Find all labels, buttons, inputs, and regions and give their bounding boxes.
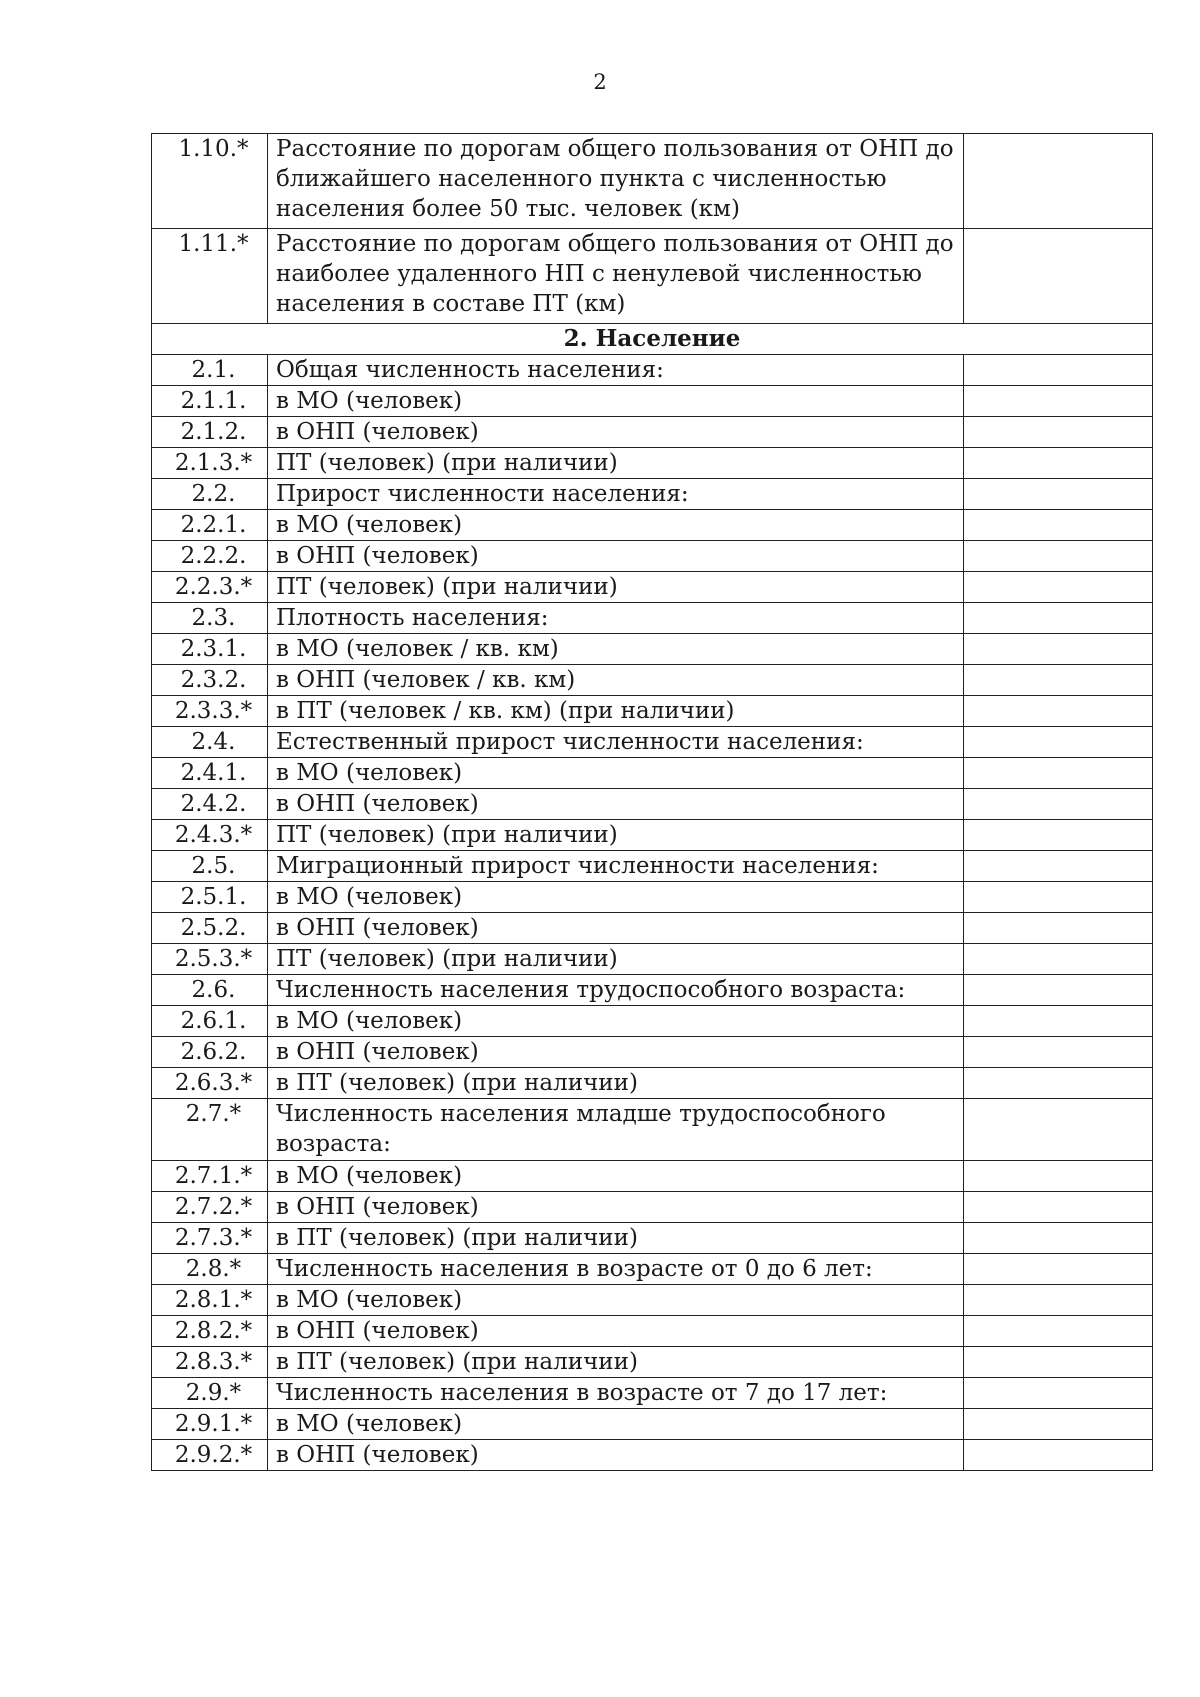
table-row xyxy=(152,417,1153,448)
item-value-cell[interactable] xyxy=(964,820,1153,851)
item-value-cell[interactable] xyxy=(964,696,1153,727)
indicator-table xyxy=(151,133,1153,1471)
table-row xyxy=(152,1440,1153,1471)
table-row xyxy=(152,1378,1153,1409)
item-value-cell[interactable] xyxy=(964,1006,1153,1037)
item-label: в ПТ (человек / кв. км) (при наличии) xyxy=(268,696,964,727)
table-row xyxy=(152,448,1153,479)
item-label: в МО (человек) xyxy=(268,510,964,541)
item-value-cell[interactable] xyxy=(964,510,1153,541)
item-number: 2.8.2.* xyxy=(152,1316,268,1347)
table-row xyxy=(152,1068,1153,1099)
table-row xyxy=(152,851,1153,882)
item-label: в ОНП (человек) xyxy=(268,417,964,448)
table-row xyxy=(152,727,1153,758)
item-number: 2.4. xyxy=(152,727,268,758)
item-number: 2.7.2.* xyxy=(152,1192,268,1223)
item-value-cell[interactable] xyxy=(964,851,1153,882)
item-number: 2.4.1. xyxy=(152,758,268,789)
table-row xyxy=(152,1223,1153,1254)
item-number: 2.7.1.* xyxy=(152,1161,268,1192)
item-number: 2.9.2.* xyxy=(152,1440,268,1471)
item-number: 2.3.2. xyxy=(152,665,268,696)
item-label: в МО (человек) xyxy=(268,1006,964,1037)
table-row xyxy=(152,1285,1153,1316)
item-value-cell[interactable] xyxy=(964,975,1153,1006)
item-value-cell[interactable] xyxy=(964,944,1153,975)
table-row xyxy=(152,572,1153,603)
item-value-cell[interactable] xyxy=(964,1223,1153,1254)
item-label: в ОНП (человек / кв. км) xyxy=(268,665,964,696)
item-label: в ОНП (человек) xyxy=(268,1316,964,1347)
item-label: Численность населения трудоспособного возраста: xyxy=(268,975,964,1006)
table-row xyxy=(152,789,1153,820)
item-number: 2.5. xyxy=(152,851,268,882)
item-value-cell[interactable] xyxy=(964,1285,1153,1316)
table-row xyxy=(152,975,1153,1006)
table-row xyxy=(152,1409,1153,1440)
item-value-cell[interactable] xyxy=(964,1378,1153,1409)
table-row xyxy=(152,386,1153,417)
item-label: в ПТ (человек) (при наличии) xyxy=(268,1223,964,1254)
item-label: в МО (человек) xyxy=(268,758,964,789)
table-row xyxy=(152,1006,1153,1037)
table-row xyxy=(152,882,1153,913)
item-number: 2.6.3.* xyxy=(152,1068,268,1099)
table-row xyxy=(152,1254,1153,1285)
item-value-cell[interactable] xyxy=(964,229,1153,324)
item-label: ПТ (человек) (при наличии) xyxy=(268,572,964,603)
table-row xyxy=(152,134,1153,229)
item-label: в МО (человек) xyxy=(268,882,964,913)
item-label: в ОНП (человек) xyxy=(268,913,964,944)
item-number: 2.3.1. xyxy=(152,634,268,665)
table-row xyxy=(152,1192,1153,1223)
item-number: 2.4.3.* xyxy=(152,820,268,851)
item-number: 2.5.3.* xyxy=(152,944,268,975)
table-row xyxy=(152,510,1153,541)
item-value-cell[interactable] xyxy=(964,758,1153,789)
item-value-cell[interactable] xyxy=(964,479,1153,510)
item-number: 2.8.3.* xyxy=(152,1347,268,1378)
item-number: 2.9.1.* xyxy=(152,1409,268,1440)
item-number: 2.7.3.* xyxy=(152,1223,268,1254)
table-row xyxy=(152,820,1153,851)
item-label: Расстояние по дорогам общего пользования от ОНП до наиболее удаленного НП с ненулевой численностью населения в составе ПТ (км) xyxy=(268,229,964,324)
table-row xyxy=(152,1099,1153,1161)
item-value-cell[interactable] xyxy=(964,386,1153,417)
item-label: ПТ (человек) (при наличии) xyxy=(268,944,964,975)
item-value-cell[interactable] xyxy=(964,603,1153,634)
item-label: в МО (человек) xyxy=(268,1161,964,1192)
item-number: 2.1. xyxy=(152,355,268,386)
item-label: в ОНП (человек) xyxy=(268,1440,964,1471)
item-label: в ОНП (человек) xyxy=(268,789,964,820)
item-label: Естественный прирост численности населения: xyxy=(268,727,964,758)
item-number: 2.4.2. xyxy=(152,789,268,820)
item-number: 2.2.3.* xyxy=(152,572,268,603)
table-row xyxy=(152,355,1153,386)
table-row xyxy=(152,913,1153,944)
item-label: Численность населения младше трудоспособного возраста: xyxy=(268,1099,964,1161)
item-label: Численность населения в возрасте от 7 до 17 лет: xyxy=(268,1378,964,1409)
item-number: 2.3.3.* xyxy=(152,696,268,727)
item-value-cell[interactable] xyxy=(964,789,1153,820)
item-number: 2.7.* xyxy=(152,1099,268,1161)
item-value-cell[interactable] xyxy=(964,1409,1153,1440)
item-label: в МО (человек / кв. км) xyxy=(268,634,964,665)
item-label: в ПТ (человек) (при наличии) xyxy=(268,1068,964,1099)
table-row xyxy=(152,665,1153,696)
table-row xyxy=(152,229,1153,324)
item-value-cell[interactable] xyxy=(964,1068,1153,1099)
item-number: 2.1.2. xyxy=(152,417,268,448)
item-value-cell[interactable] xyxy=(964,1440,1153,1471)
item-label: Расстояние по дорогам общего пользования от ОНП до ближайшего населенного пункта с численностью населения более 50 тыс. человек (км) xyxy=(268,134,964,229)
item-label: в ОНП (человек) xyxy=(268,541,964,572)
item-number: 2.6. xyxy=(152,975,268,1006)
item-value-cell[interactable] xyxy=(964,1037,1153,1068)
table-row xyxy=(152,1037,1153,1068)
item-value-cell[interactable] xyxy=(964,134,1153,229)
table-row xyxy=(152,1347,1153,1378)
item-number: 2.8.1.* xyxy=(152,1285,268,1316)
item-value-cell[interactable] xyxy=(964,572,1153,603)
item-number: 2.8.* xyxy=(152,1254,268,1285)
section-title: 2. Население xyxy=(152,324,1153,355)
item-label: в МО (человек) xyxy=(268,1285,964,1316)
item-label: в ОНП (человек) xyxy=(268,1037,964,1068)
item-label: Общая численность населения: xyxy=(268,355,964,386)
item-label: Миграционный прирост численности населения: xyxy=(268,851,964,882)
item-label: Плотность населения: xyxy=(268,603,964,634)
item-value-cell[interactable] xyxy=(964,448,1153,479)
item-number: 2.9.* xyxy=(152,1378,268,1409)
item-value-cell[interactable] xyxy=(964,541,1153,572)
item-number: 2.1.1. xyxy=(152,386,268,417)
item-value-cell[interactable] xyxy=(964,727,1153,758)
table-row xyxy=(152,634,1153,665)
item-value-cell[interactable] xyxy=(964,634,1153,665)
item-number: 2.3. xyxy=(152,603,268,634)
item-number: 2.1.3.* xyxy=(152,448,268,479)
item-label: Прирост численности населения: xyxy=(268,479,964,510)
item-label: в МО (человек) xyxy=(268,386,964,417)
page-number: 2 xyxy=(593,70,607,94)
item-number: 2.2.1. xyxy=(152,510,268,541)
item-value-cell[interactable] xyxy=(964,1347,1153,1378)
item-value-cell[interactable] xyxy=(964,1254,1153,1285)
table-row xyxy=(152,1316,1153,1347)
item-value-cell[interactable] xyxy=(964,417,1153,448)
item-number: 1.11.* xyxy=(152,229,268,324)
table-row xyxy=(152,696,1153,727)
item-label: ПТ (человек) (при наличии) xyxy=(268,448,964,479)
item-label: Численность населения в возрасте от 0 до 6 лет: xyxy=(268,1254,964,1285)
table-row xyxy=(152,541,1153,572)
section-header-row xyxy=(152,324,1153,355)
table-row xyxy=(152,1161,1153,1192)
item-value-cell[interactable] xyxy=(964,1161,1153,1192)
table-row xyxy=(152,758,1153,789)
table-row xyxy=(152,603,1153,634)
item-label: ПТ (человек) (при наличии) xyxy=(268,820,964,851)
item-label: в ОНП (человек) xyxy=(268,1192,964,1223)
item-value-cell[interactable] xyxy=(964,882,1153,913)
item-value-cell[interactable] xyxy=(964,1316,1153,1347)
item-value-cell[interactable] xyxy=(964,1099,1153,1161)
item-value-cell[interactable] xyxy=(964,1192,1153,1223)
item-number: 2.6.2. xyxy=(152,1037,268,1068)
item-label: в МО (человек) xyxy=(268,1409,964,1440)
item-number: 2.2.2. xyxy=(152,541,268,572)
item-number: 2.5.2. xyxy=(152,913,268,944)
table-row xyxy=(152,479,1153,510)
item-value-cell[interactable] xyxy=(964,355,1153,386)
table-row xyxy=(152,944,1153,975)
item-number: 2.2. xyxy=(152,479,268,510)
item-value-cell[interactable] xyxy=(964,913,1153,944)
item-number: 2.6.1. xyxy=(152,1006,268,1037)
item-number: 1.10.* xyxy=(152,134,268,229)
item-number: 2.5.1. xyxy=(152,882,268,913)
item-label: в ПТ (человек) (при наличии) xyxy=(268,1347,964,1378)
item-value-cell[interactable] xyxy=(964,665,1153,696)
